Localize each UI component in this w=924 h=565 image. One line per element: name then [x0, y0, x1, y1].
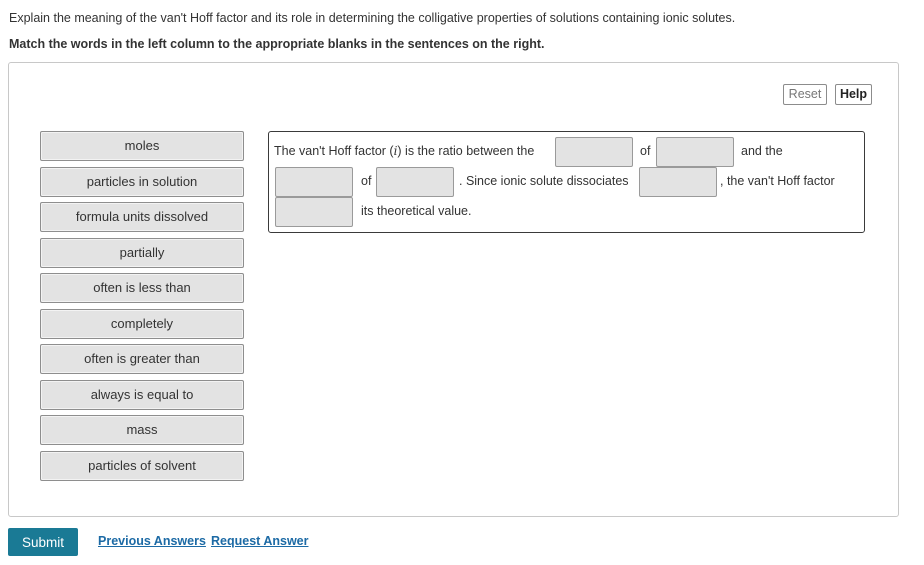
- word-chip-partially[interactable]: partially: [40, 238, 244, 268]
- question-prompt: Explain the meaning of the van't Hoff factor and its role in determining the colligative properties of solutions containing ionic solutes.: [9, 11, 736, 25]
- sentence-text-the-factor: , the van't Hoff factor: [720, 174, 835, 188]
- reset-button[interactable]: Reset: [783, 84, 827, 105]
- word-chip-completely[interactable]: completely: [40, 309, 244, 339]
- drop-target-2[interactable]: [656, 137, 734, 167]
- drop-target-1[interactable]: [555, 137, 633, 167]
- drop-target-6[interactable]: [275, 197, 353, 227]
- word-chip-often-greater-than[interactable]: often is greater than: [40, 344, 244, 374]
- sentence-text-of-1: of: [640, 144, 651, 158]
- sentence-text-of-2: of: [361, 174, 372, 188]
- request-answer-link[interactable]: Request Answer: [211, 534, 309, 548]
- previous-answers-link[interactable]: Previous Answers: [98, 534, 206, 548]
- submit-button[interactable]: Submit: [8, 528, 78, 556]
- sentence-panel: [268, 131, 865, 233]
- word-chip-mass[interactable]: mass: [40, 415, 244, 445]
- question-instruction: Match the words in the left column to the appropriate blanks in the sentences on the right.: [9, 37, 545, 51]
- sentence-text-and-the: and the: [741, 144, 783, 158]
- word-chip-often-less-than[interactable]: often is less than: [40, 273, 244, 303]
- word-chip-formula-units-dissolved[interactable]: formula units dissolved: [40, 202, 244, 232]
- drop-target-5[interactable]: [639, 167, 717, 197]
- sentence-variable-i: i: [393, 144, 398, 158]
- sentence-text-since: . Since ionic solute dissociates: [459, 174, 629, 188]
- word-chip-moles[interactable]: moles: [40, 131, 244, 161]
- drop-target-4[interactable]: [376, 167, 454, 197]
- help-button[interactable]: Help: [835, 84, 872, 105]
- sentence-text-intro: [274, 144, 534, 158]
- sentence-part2: ) is the ratio between the: [397, 144, 535, 158]
- word-chip-particles-in-solution[interactable]: particles in solution: [40, 167, 244, 197]
- sentence-part1: The van't Hoff factor (: [274, 144, 394, 158]
- word-chip-particles-of-solvent[interactable]: particles of solvent: [40, 451, 244, 481]
- drop-target-3[interactable]: [275, 167, 353, 197]
- word-chip-always-equal-to[interactable]: always is equal to: [40, 380, 244, 410]
- sentence-text-end: its theoretical value.: [361, 204, 472, 218]
